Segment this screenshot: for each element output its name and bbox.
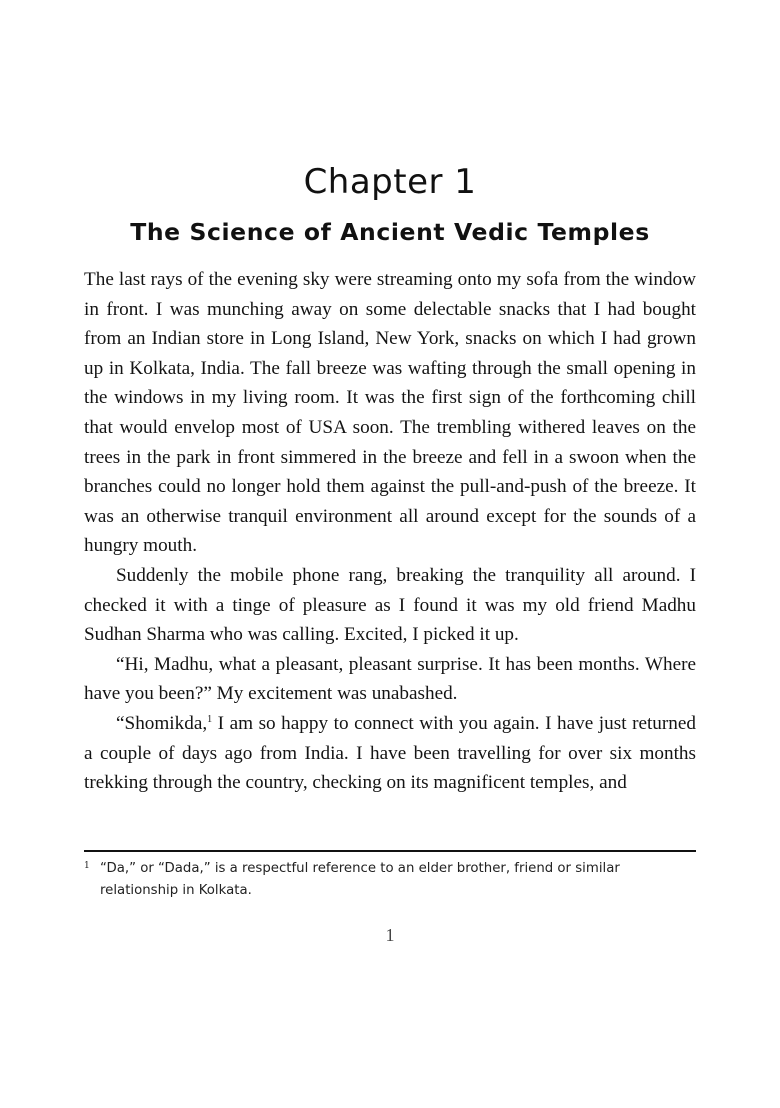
footnote — [84, 858, 696, 902]
footnote-mark: 1 — [84, 861, 90, 871]
chapter-title: The Science of Ancient Vedic Temples — [130, 218, 650, 246]
paragraph-1: The last rays of the evening sky were streaming onto my sofa from the window in front. I was munching away on some delectable snacks that I had bought from an Indian store in Long Island, New York, snacks on which I had grown up in Kolkata, India. The fall breeze was wafting through the small opening in the windows in my living room. It was the first sign of the forthcoming chill that would envelop most of USA soon. The trembling withered leaves on the trees in the park in front simmered in the breeze and fell in a swoon when the branches could no longer hold them against the pull-and-push of the breeze. It was an otherwise tranquil environment all around except for the sounds of a hungry mouth. — [84, 269, 696, 557]
paragraph-2: Suddenly the mobile phone rang, breaking the tranquility all around. I checked it with a tinge of pleasure as I found it was my old friend Madhu Sudhan Sharma who was calling. Excited, I picked it up. — [84, 564, 696, 646]
paragraph-4-start: “Shomikda, — [116, 712, 208, 734]
footnote-separator — [84, 850, 696, 852]
chapter-body — [84, 265, 696, 798]
paragraph-4 — [84, 709, 696, 798]
paragraph-3: “Hi, Madhu, what a pleasant, pleasant surprise. It has been months. Where have you been?” My excitement was unabashed. — [84, 653, 696, 705]
footnote-text: “Da,” or “Dada,” is a respectful reference to an elder brother, friend or similar relationship in Kolkata. — [100, 861, 620, 898]
chapter-label: Chapter 1 — [303, 162, 477, 202]
footnote-reference[interactable]: 1 — [207, 713, 213, 725]
paragraph-4-rest: I am so happy to connect with you again. I have just returned a couple of days ago from India. I have been travelling for over six months trekking through the country, checking on its magnificent temples, and — [84, 712, 696, 794]
page-number: 1 — [385, 925, 395, 945]
